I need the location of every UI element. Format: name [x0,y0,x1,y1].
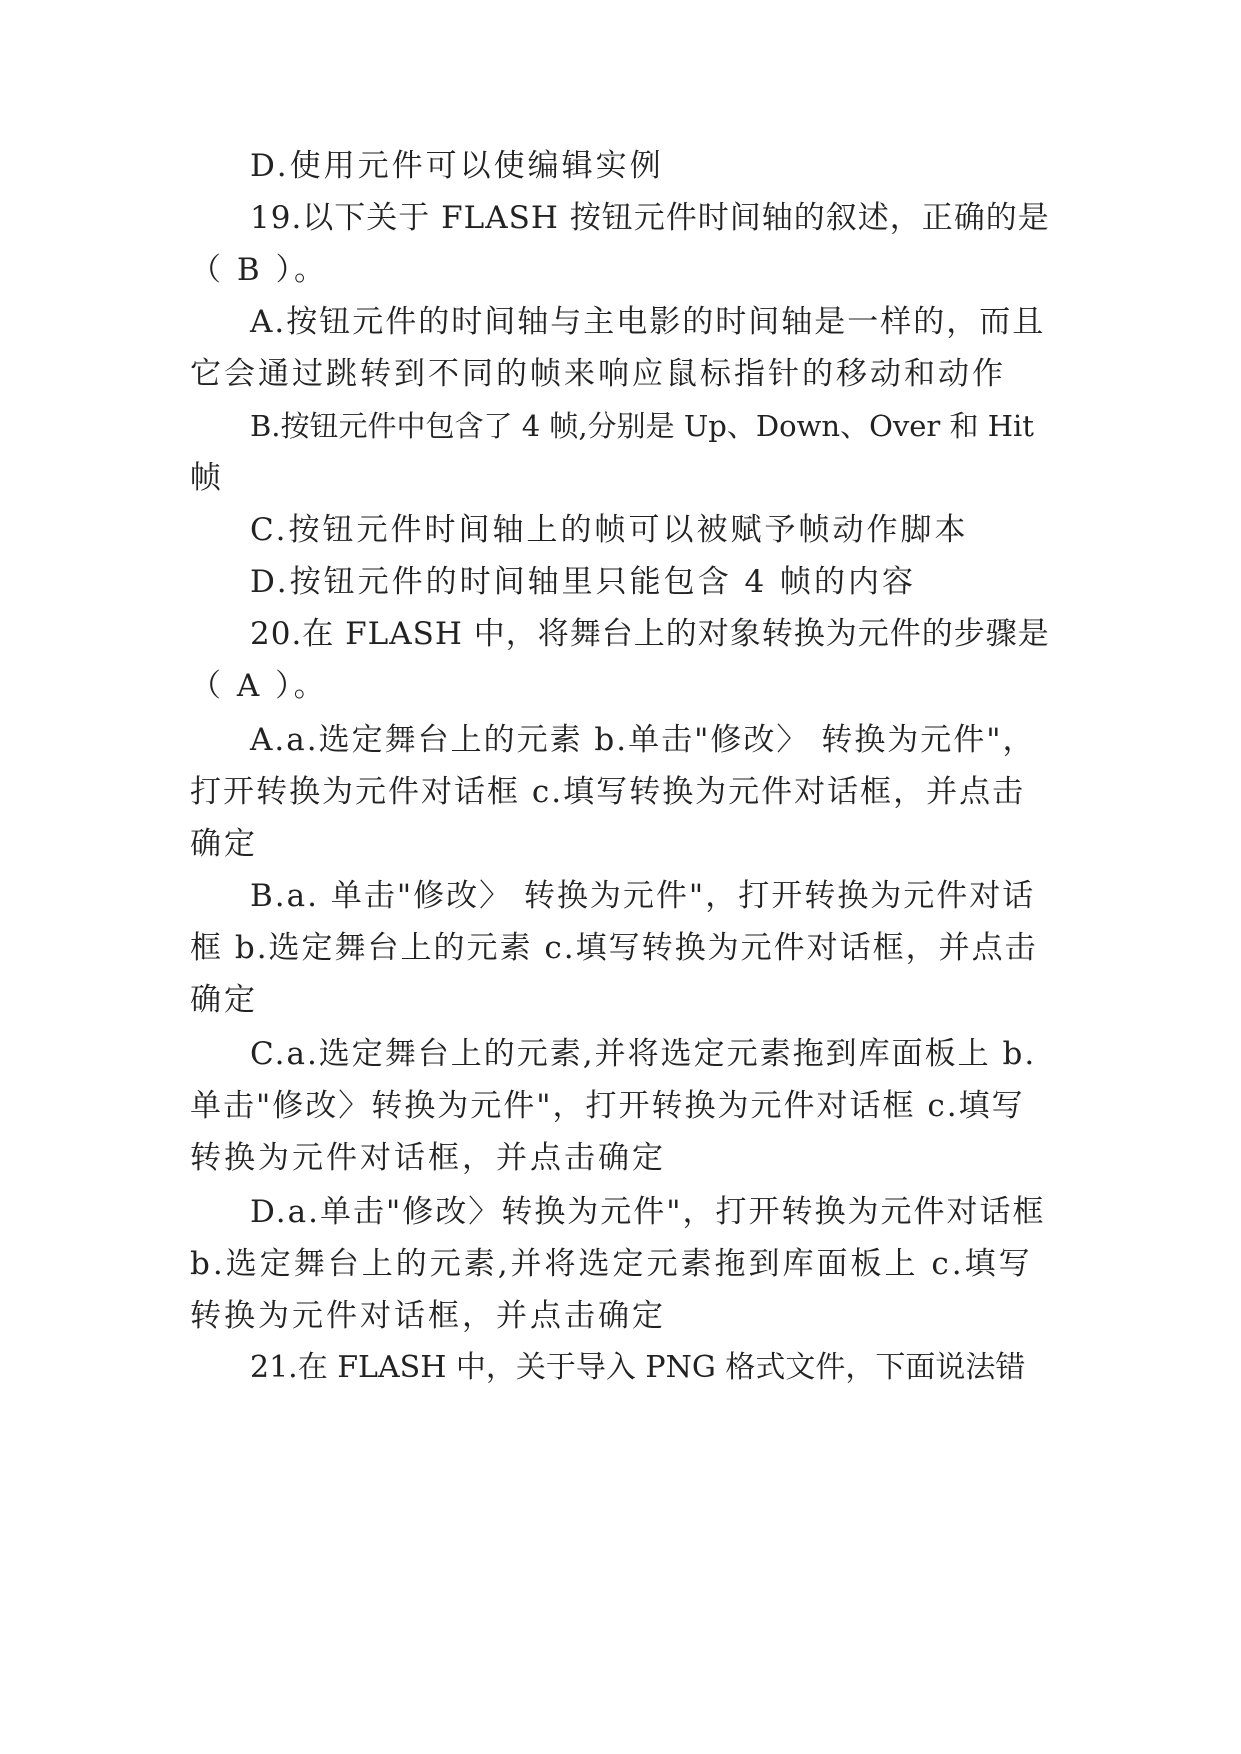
q20-option-c-line-1: C.a.选定舞台上的元素,并将选定元素拖到库面板上 b. [250,1036,1037,1072]
q20-option-b-line-2: 框 b.选定舞台上的元素 c.填写转换为元件对话框，并点击 [190,930,1038,966]
q20-option-a-line-3: 确定 [190,826,258,862]
q20-option-c-line-3: 转换为元件对话框，并点击确定 [190,1140,666,1176]
q20-option-a-line-2: 打开转换为元件对话框 c.填写转换为元件对话框，并点击 [190,774,1026,810]
question-20-answer: （ A ）。 [190,668,328,704]
q20-option-d-line-3: 转换为元件对话框，并点击确定 [190,1298,666,1334]
q20-option-b-line-3: 确定 [190,982,258,1018]
question-21-stem: 21.在 FLASH 中，关于导入 PNG 格式文件，下面说法错 [250,1350,1026,1385]
option-a-line-2: 它会通过跳转到不同的帧来响应鼠标指针的移动和动作 [190,356,1006,392]
option-d: D.按钮元件的时间轴里只能包含 4 帧的内容 [250,564,917,600]
question-19-answer: （ B ）。 [190,252,328,288]
option-c: C.按钮元件时间轴上的帧可以被赋予帧动作脚本 [250,512,969,548]
option-b-line-1: B.按钮元件中包含了 4 帧,分别是 Up、Down、Over 和 Hit [250,409,1034,443]
q20-option-b-line-1: B.a. 单击"修改〉 转换为元件"，打开转换为元件对话 [250,878,1036,914]
q20-option-d-line-1: D.a.单击"修改〉转换为元件"，打开转换为元件对话框 [250,1194,1046,1230]
question-20-stem: 20.在 FLASH 中，将舞台上的对象转换为元件的步骤是 [250,616,1050,652]
q20-option-c-line-2: 单击"修改〉转换为元件"，打开转换为元件对话框 c.填写 [190,1088,1025,1124]
question-19-stem: 19.以下关于 FLASH 按钮元件时间轴的叙述，正确的是 [250,200,1050,236]
option-a-line-1: A.按钮元件的时间轴与主电影的时间轴是一样的，而且 [250,304,1046,340]
q20-option-d-line-2: b.选定舞台上的元素,并将选定元素拖到库面板上 c.填写 [190,1246,1033,1282]
q20-option-a-line-1: A.a.选定舞台上的元素 b.单击"修改〉 转换为元件"， [250,722,1036,758]
text-line: D.使用元件可以使编辑实例 [250,148,664,184]
option-b-line-2: 帧 [190,460,224,496]
